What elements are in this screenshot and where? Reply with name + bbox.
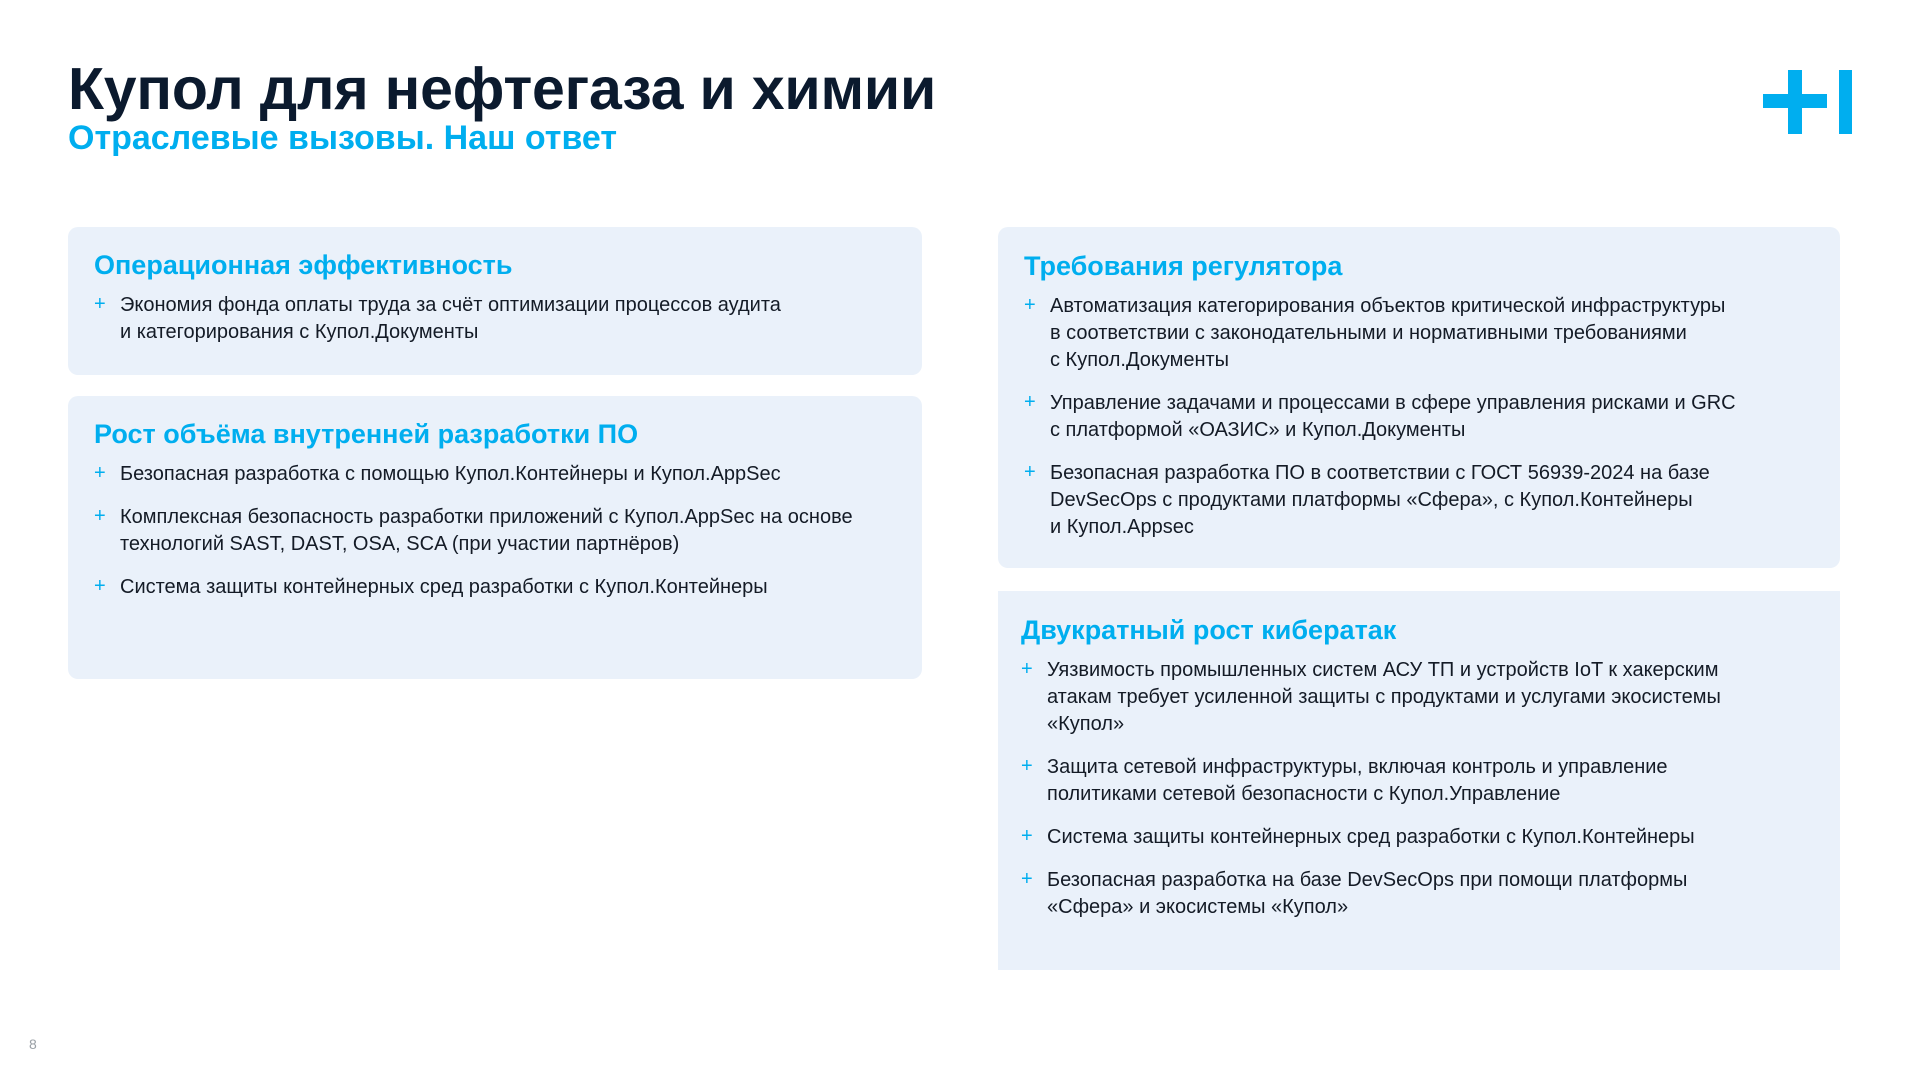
slide-title: Купол для нефтегаза и химии: [68, 56, 937, 122]
list-item: [1024, 460, 1840, 541]
plus-bullet-icon: +: [1021, 658, 1033, 680]
bullet-list: [94, 292, 922, 346]
list-item-text: технологий SAST, DAST, OSA, SCA (при участии партнёров): [120, 533, 680, 555]
list-item-text: в соответствии с законодательными и нормативными требованиями: [1050, 322, 1687, 344]
card-regulator-requirements: [998, 227, 1840, 568]
list-item-text: Защита сетевой инфраструктуры, включая контроль и управление: [1047, 756, 1668, 778]
list-item-text: Управление задачами и процессами в сфере управления рисками и GRC: [1050, 392, 1736, 414]
plus-bullet-icon: +: [1021, 868, 1033, 890]
list-item-text: Уязвимость промышленных систем АСУ ТП и устройств IoT к хакерским: [1047, 659, 1719, 681]
bullet-list: [94, 461, 922, 601]
bullet-list: [1021, 657, 1840, 921]
plus-bullet-icon: +: [1024, 294, 1036, 316]
list-item-text: Безопасная разработка на базе DevSecOps при помощи платформы: [1047, 869, 1688, 891]
list-item: [94, 461, 922, 488]
list-item-text: «Сфера» и экосистемы «Купол»: [1047, 896, 1349, 918]
list-item: [94, 292, 922, 346]
plus-bullet-icon: +: [1021, 825, 1033, 847]
card-cyberattack-growth: [998, 591, 1840, 970]
plus-one-logo-icon: [1763, 70, 1853, 134]
card-heading: Требования регулятора: [1024, 251, 1343, 281]
plus-bullet-icon: +: [94, 293, 106, 315]
plus-bullet-icon: +: [1024, 391, 1036, 413]
list-item-text: и категорирования с Купол.Документы: [120, 321, 479, 343]
list-item-text: политиками сетевой безопасности с Купол.Управление: [1047, 783, 1561, 805]
plus-bullet-icon: +: [94, 505, 106, 527]
list-item: [1024, 390, 1840, 444]
card-heading: Рост объёма внутренней разработки ПО: [94, 419, 639, 449]
card-operational-efficiency: [68, 227, 922, 375]
list-item-text: Безопасная разработка ПО в соответствии с ГОСТ 56939-2024 на базе: [1050, 462, 1710, 484]
list-item: [1024, 293, 1840, 374]
list-item-text: Экономия фонда оплаты труда за счёт оптимизации процессов аудита: [120, 294, 781, 316]
list-item: [1021, 657, 1840, 738]
list-item-text: с Купол.Документы: [1050, 349, 1230, 371]
card-heading: Операционная эффективность: [94, 250, 513, 280]
list-item-text: и Купол.Appsec: [1050, 516, 1194, 538]
list-item-text: с платформой «ОАЗИС» и Купол.Документы: [1050, 419, 1466, 441]
list-item-text: Комплексная безопасность разработки приложений с Купол.AppSec на основе: [120, 506, 853, 528]
list-item-text: DevSecOps с продуктами платформы «Сфера», с Купол.Контейнеры: [1050, 489, 1693, 511]
list-item-text: Система защиты контейнерных сред разработки с Купол.Контейнеры: [1047, 826, 1695, 848]
list-item: [1021, 824, 1840, 851]
page-number: 8: [29, 1036, 37, 1052]
plus-bullet-icon: +: [1024, 461, 1036, 483]
list-item-text: Безопасная разработка с помощью Купол.Контейнеры и Купол.AppSec: [120, 463, 781, 485]
list-item-text: «Купол»: [1047, 713, 1125, 735]
bullet-list: [1024, 293, 1840, 541]
list-item-text: Система защиты контейнерных сред разработки с Купол.Контейнеры: [120, 576, 768, 598]
plus-bullet-icon: +: [94, 575, 106, 597]
card-internal-development: [68, 396, 922, 679]
list-item: [94, 574, 922, 601]
list-item-text: атакам требует усиленной защиты с продуктами и услугами экосистемы: [1047, 686, 1721, 708]
list-item: [1021, 754, 1840, 808]
slide-subtitle: Отраслевые вызовы. Наш ответ: [68, 119, 618, 157]
plus-bullet-icon: +: [1021, 755, 1033, 777]
plus-bullet-icon: +: [94, 462, 106, 484]
list-item: [94, 504, 922, 558]
card-heading: Двукратный рост кибератак: [1021, 615, 1397, 645]
list-item-text: Автоматизация категорирования объектов критической инфраструктуры: [1050, 295, 1726, 317]
list-item: [1021, 867, 1840, 921]
